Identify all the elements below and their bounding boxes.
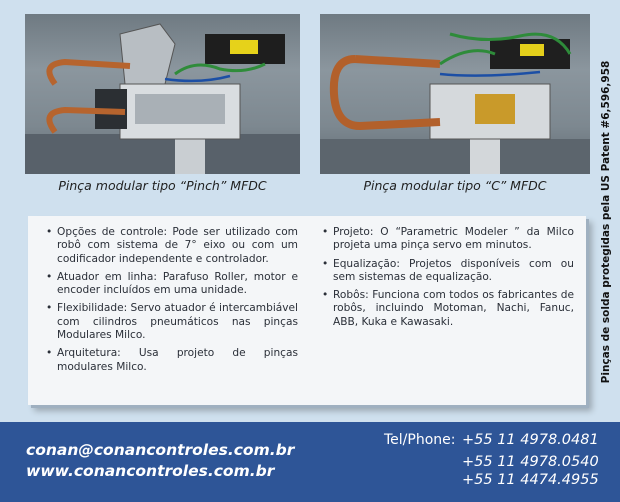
features-list-left	[46, 226, 298, 379]
phone-number: +55 11 4978.0481	[462, 432, 599, 448]
pinch-welding-gun-image	[25, 14, 300, 174]
product-caption-pinch: Pinça modular tipo “Pinch” MFDC	[58, 178, 267, 193]
contact-footer	[0, 422, 620, 502]
feature-item: • Flexibilidade: Servo atuador é intercambiável com cilindros pneumáticos nas pinças Modulares Milco.	[46, 302, 298, 342]
feature-item: • Robôs: Funciona com todos os fabricantes de robôs, incluindo Motoman, Nachi, Fanuc, ABB, Kuka e Kawasaki.	[322, 289, 574, 329]
features-panel	[28, 216, 586, 405]
phone-label: Tel/Phone:	[384, 432, 456, 448]
feature-item: • Projeto: O “Parametric Modeler ” da Milco projeta uma pinça servo em minutos.	[322, 226, 574, 253]
feature-item: • Opções de controle: Pode ser utilizado com robô com sistema de 7° eixo ou com um codificador independente e controlador.	[46, 226, 298, 266]
website-link[interactable]: www.conancontroles.com.br	[26, 462, 275, 480]
patent-note: Pinças de solda protegidas pela US Patent #6,596,958	[600, 60, 612, 384]
feature-item: • Arquitetura: Usa projeto de pinças modulares Milco.	[46, 347, 298, 374]
product-photo-pinch-gun	[25, 14, 300, 174]
features-list-right	[322, 226, 574, 334]
c-welding-gun-image	[320, 14, 590, 174]
phone-number: +55 11 4978.0540	[462, 454, 599, 470]
email-link[interactable]: conan@conancontroles.com.br	[26, 441, 295, 459]
product-caption-c: Pinça modular tipo “C” MFDC	[363, 178, 547, 193]
phone-number: +55 11 4474.4955	[462, 472, 599, 488]
product-photo-c-gun	[320, 14, 590, 174]
feature-item: • Equalização: Projetos disponíveis com ou sem sistemas de equalização.	[322, 258, 574, 285]
feature-item: • Atuador em linha: Parafuso Roller, motor e encoder incluídos em uma unidade.	[46, 271, 298, 298]
